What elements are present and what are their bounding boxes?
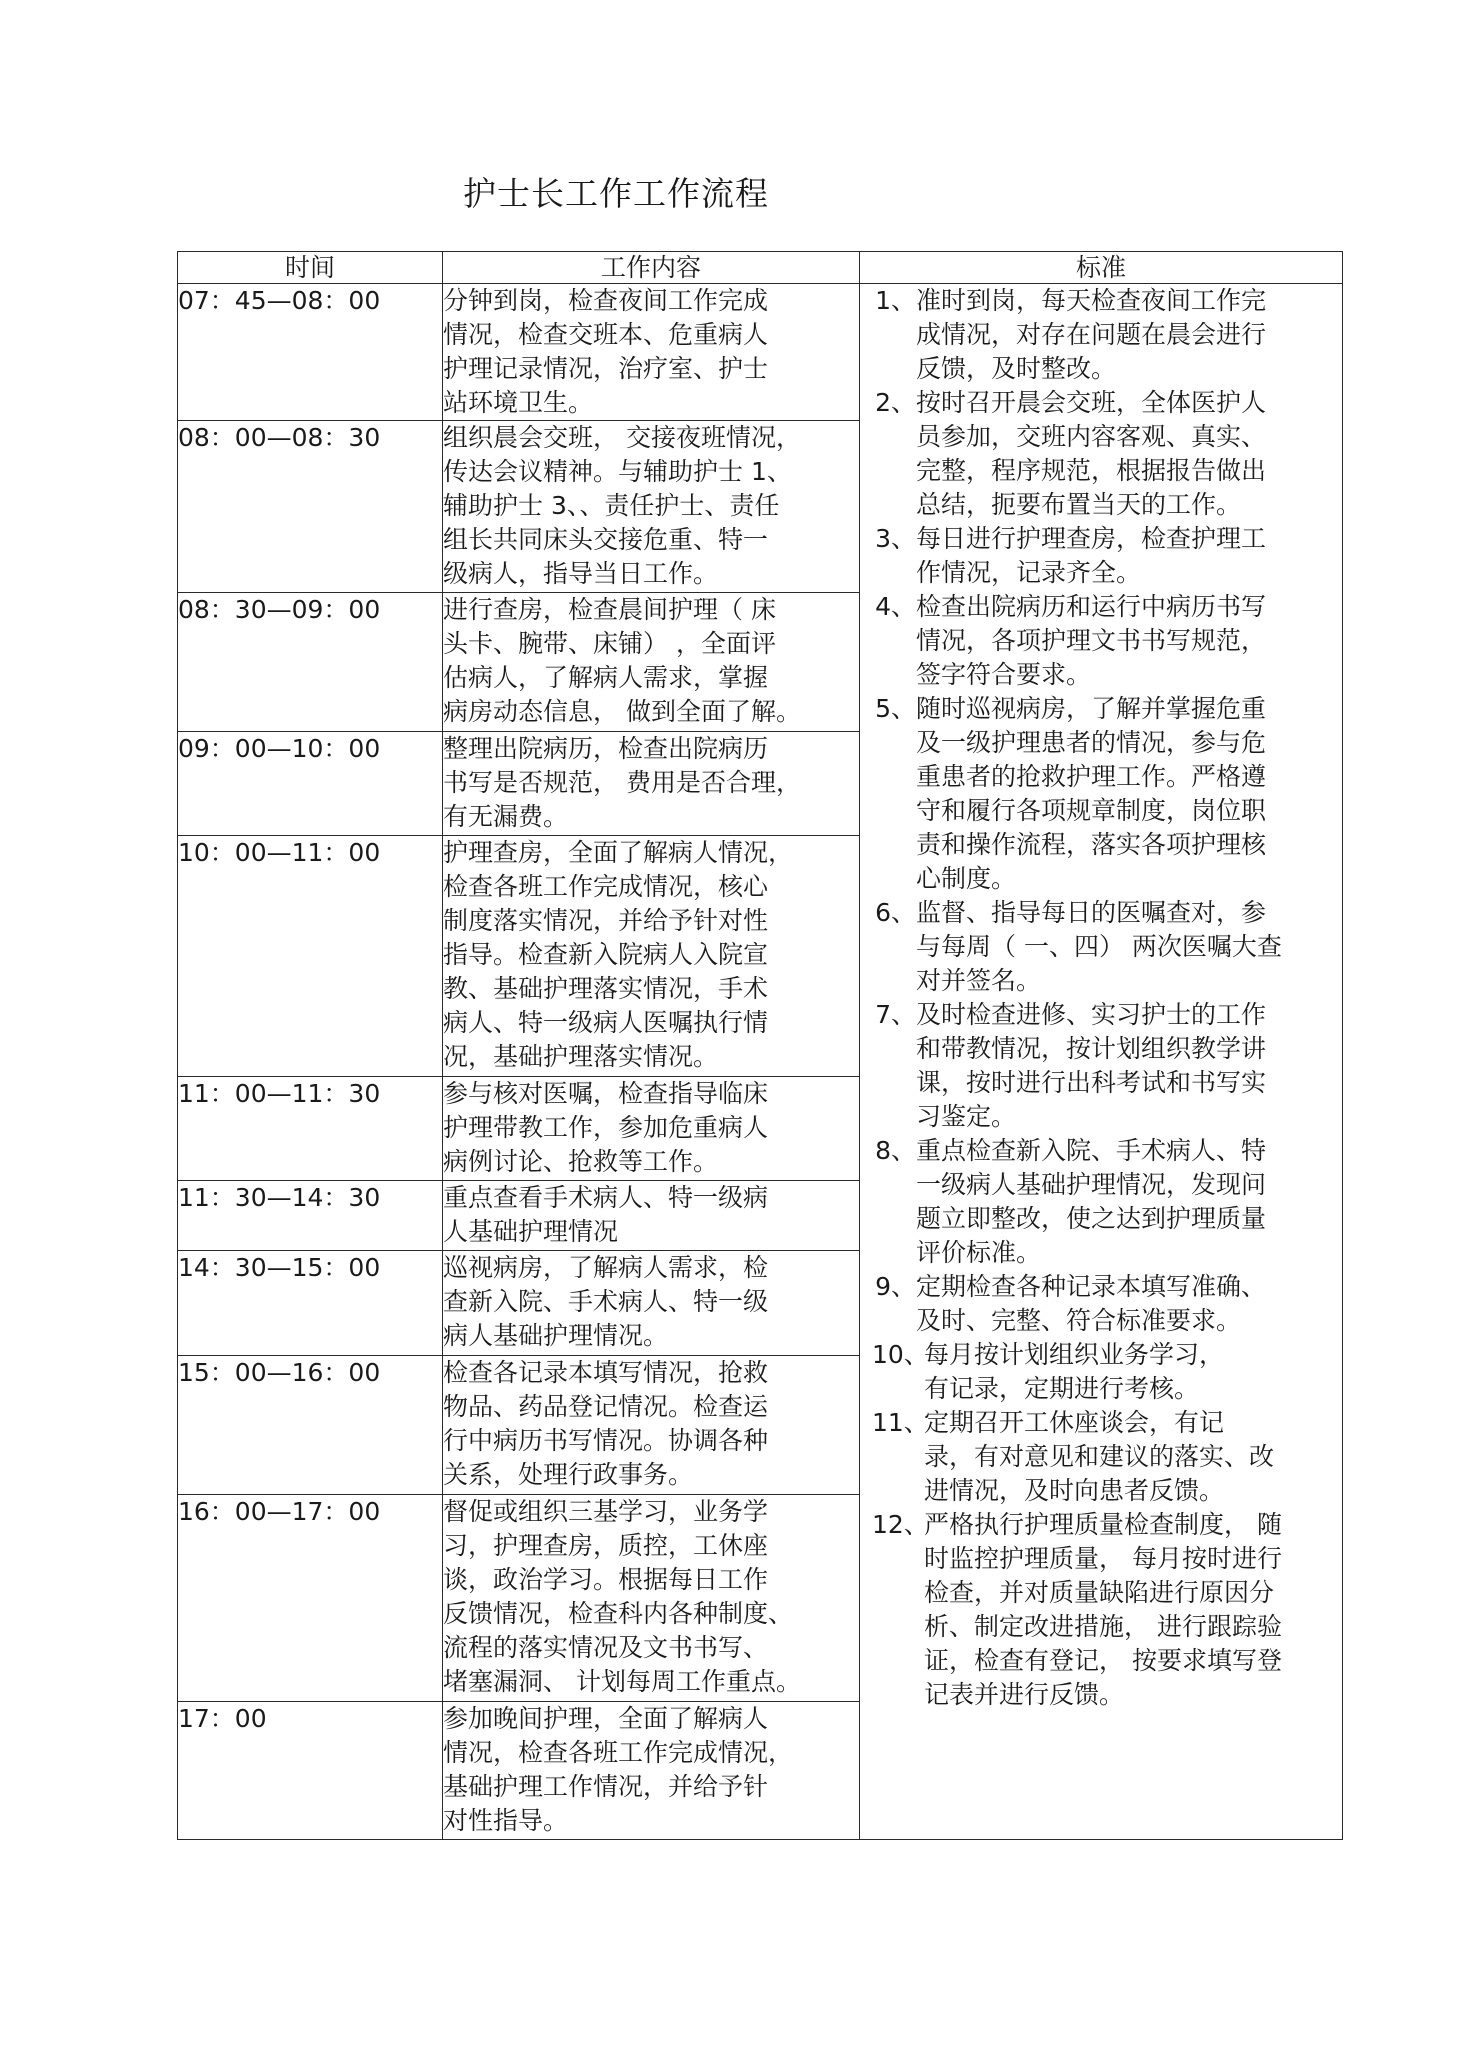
standard-number: 8、 — [875, 1136, 916, 1165]
table-row — [178, 284, 1343, 421]
standard-text: 检查出院病历和运行中病历书写 情况，各项护理文书书写规范， 签字符合要求。 — [916, 592, 1267, 689]
time-cell: 08：30—09：00 — [178, 593, 443, 732]
standard-number: 6、 — [875, 898, 916, 927]
standard-text: 定期召开工休座谈会，有记 录，有对意见和建议的落实、改 进情况，及时向患者反馈。 — [924, 1408, 1275, 1505]
standard-item — [860, 284, 1342, 386]
header-row — [178, 252, 1343, 284]
standard-item — [860, 522, 1342, 590]
standard-number: 1、 — [875, 286, 916, 315]
standard-number: 11、 — [872, 1408, 929, 1437]
content-cell: 分钟到岗，检查夜间工作完成 情况，检查交班本、危重病人 护理记录情况，治疗室、护士 站环境卫生。 — [443, 284, 860, 421]
content-cell: 检查各记录本填写情况，抢救 物品、药品登记情况。检查运 行中病历书写情况。协调各种 关系，处理行政事务。 — [443, 1356, 860, 1495]
standard-item — [860, 998, 1342, 1134]
header-time: 时间 — [178, 252, 443, 284]
time-cell: 10：00—11：00 — [178, 836, 443, 1077]
schedule-table — [177, 251, 1343, 1840]
time-cell: 14：30—15：00 — [178, 1251, 443, 1356]
content-cell: 参加晚间护理，全面了解病人 情况，检查各班工作完成情况， 基础护理工作情况，并给予针 对性指导。 — [443, 1702, 860, 1840]
standard-item — [860, 1406, 1342, 1508]
time-cell: 08：00—08：30 — [178, 421, 443, 593]
standard-text: 随时巡视病房，了解并掌握危重 及一级护理患者的情况，参与危 重患者的抢救护理工作。严格遵 守和履行各项规章制度，岗位职 责和操作流程，落实各项护理核 心制度。 — [916, 694, 1267, 893]
time-cell: 07：45—08：00 — [178, 284, 443, 421]
time-cell: 11：30—14：30 — [178, 1181, 443, 1251]
standard-item — [860, 1338, 1342, 1406]
time-cell: 17：00 — [178, 1702, 443, 1840]
standards-cell — [860, 284, 1343, 1840]
time-cell: 15：00—16：00 — [178, 1356, 443, 1495]
standard-item — [860, 590, 1342, 692]
standard-item — [860, 1270, 1342, 1338]
header-standard: 标准 — [860, 252, 1343, 284]
standard-number: 4、 — [875, 592, 916, 621]
standard-text: 重点检查新入院、手术病人、特 一级病人基础护理情况，发现问 题立即整改，使之达到护理质量 评价标准。 — [916, 1136, 1267, 1267]
standard-item — [860, 896, 1342, 998]
standard-number: 5、 — [875, 694, 916, 723]
content-cell: 督促或组织三基学习，业务学 习，护理查房，质控，工休座 谈，政治学习。根据每日工作 反馈情况，检查科内各种制度、 流程的落实情况及文书书写、 堵塞漏洞、 计划每周工作重点。 — [443, 1495, 860, 1702]
content-cell: 组织晨会交班， 交接夜班情况， 传达会议精神。与辅助护士 1、 辅助护士 3、、责任护士、责任 组长共同床头交接危重、特一 级病人，指导当日工作。 — [443, 421, 860, 593]
standard-text: 每日进行护理查房，检查护理工 作情况，记录齐全。 — [916, 524, 1267, 587]
standard-item — [860, 386, 1342, 522]
time-cell: 11：00—11：30 — [178, 1077, 443, 1181]
standard-item — [860, 1508, 1342, 1712]
standard-number: 3、 — [875, 524, 916, 553]
header-content: 工作内容 — [443, 252, 860, 284]
standard-item — [860, 1134, 1342, 1270]
standard-item — [860, 692, 1342, 896]
standard-number: 9、 — [875, 1272, 916, 1301]
content-cell: 重点查看手术病人、特一级病 人基础护理情况 — [443, 1181, 860, 1251]
standard-number: 7、 — [875, 1000, 916, 1029]
content-cell: 整理出院病历，检查出院病历 书写是否规范， 费用是否合理， 有无漏费。 — [443, 732, 860, 836]
standard-number: 12、 — [872, 1510, 929, 1539]
standard-number: 2、 — [875, 388, 916, 417]
standard-text: 及时检查进修、实习护士的工作 和带教情况，按计划组织教学讲 课，按时进行出科考试和书写实 习鉴定。 — [916, 1000, 1267, 1131]
standard-text: 每月按计划组织业务学习， 有记录，定期进行考核。 — [924, 1340, 1225, 1403]
time-cell: 09：00—10：00 — [178, 732, 443, 836]
standard-text: 监督、指导每日的医嘱查对，参 与每周（ 一、四） 两次医嘱大查 对并签名。 — [916, 898, 1282, 995]
time-cell: 16：00—17：00 — [178, 1495, 443, 1702]
standard-text: 准时到岗，每天检查夜间工作完 成情况，对存在问题在晨会进行 反馈，及时整改。 — [916, 286, 1267, 383]
standard-text: 按时召开晨会交班，全体医护人 员参加，交班内容客观、真实、 完整，程序规范，根据报告做出 总结，扼要布置当天的工作。 — [916, 388, 1267, 519]
content-cell: 护理查房，全面了解病人情况， 检查各班工作完成情况，核心 制度落实情况，并给予针对性 指导。检查新入院病人入院宣 教、基础护理落实情况，手术 病人、特一级病人医嘱执行情 况，基础护理落实情况。 — [443, 836, 860, 1077]
content-cell: 参与核对医嘱，检查指导临床 护理带教工作，参加危重病人 病例讨论、抢救等工作。 — [443, 1077, 860, 1181]
standard-text: 严格执行护理质量检查制度， 随 时监控护理质量， 每月按时进行 检查，并对质量缺陷进行原因分 析、制定改进措施， 进行跟踪验 证，检查有登记， 按要求填写登 记表并进行反馈。 — [924, 1510, 1282, 1709]
content-cell: 巡视病房，了解病人需求，检 查新入院、手术病人、特一级 病人基础护理情况。 — [443, 1251, 860, 1356]
content-cell: 进行查房，检查晨间护理（ 床 头卡、腕带、床铺） ，全面评 估病人，了解病人需求，掌握 病房动态信息， 做到全面了解。 — [443, 593, 860, 732]
document-title: 护士长工作工作流程 — [463, 174, 769, 213]
standard-text: 定期检查各种记录本填写准确、 及时、完整、符合标准要求。 — [916, 1272, 1267, 1335]
standard-number: 10、 — [872, 1340, 929, 1369]
